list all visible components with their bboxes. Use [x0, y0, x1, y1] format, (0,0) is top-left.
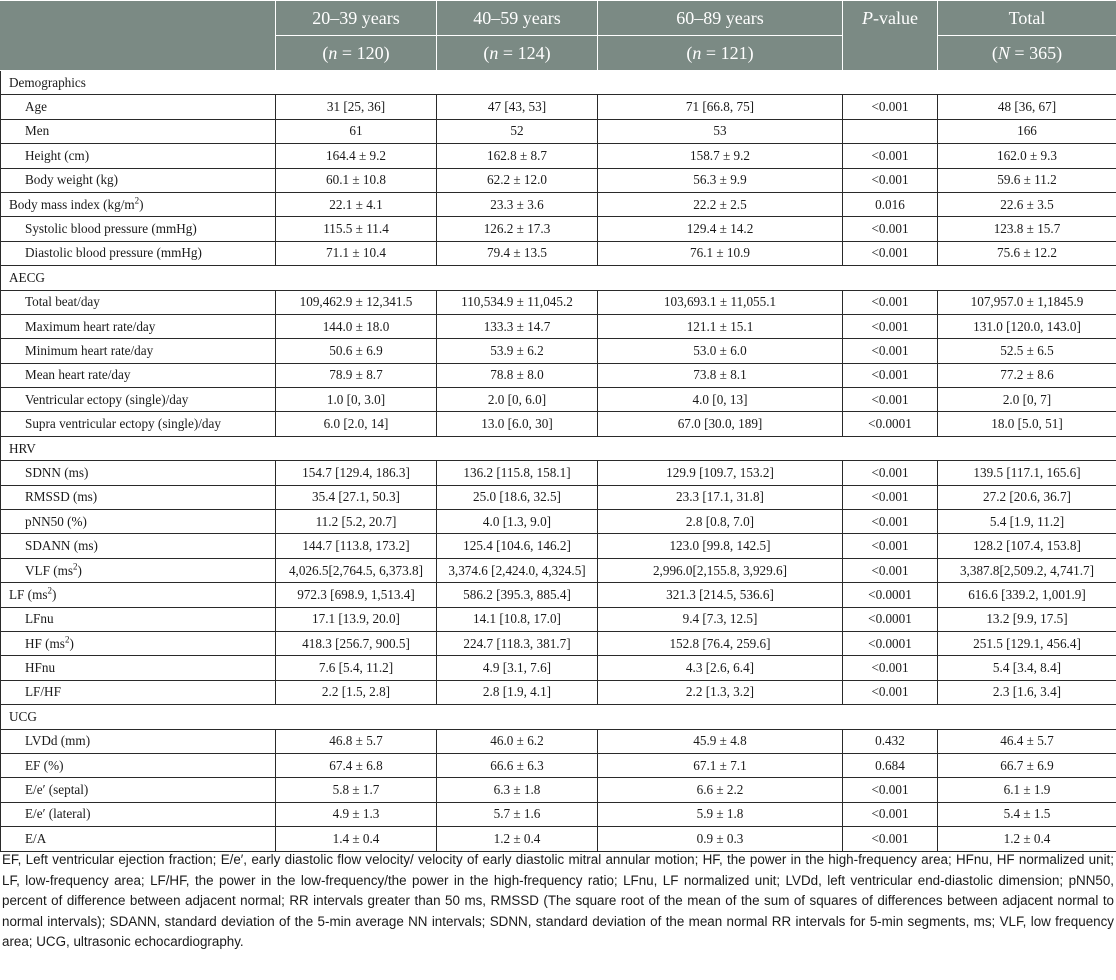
row-label-text: E/A — [25, 830, 47, 846]
header-title: 60–89 years — [676, 7, 764, 28]
table-cell: 78.9 ± 8.7 — [276, 363, 437, 387]
table-cell: 136.2 [115.8, 158.1] — [437, 461, 598, 485]
table-row — [1, 217, 1116, 241]
table-cell: 25.0 [18.6, 32.5] — [437, 485, 598, 509]
table-cell: 128.2 [107.4, 153.8] — [938, 534, 1116, 558]
row-label-text: E/e′ (septal) — [25, 782, 89, 798]
table-cell: 2,996.0[2,155.8, 3,929.6] — [598, 558, 843, 582]
row-label-text: Total beat/day — [25, 294, 100, 310]
table-cell: 5.4 [1.9, 11.2] — [938, 510, 1116, 534]
row-label — [1, 680, 276, 704]
header-total — [938, 1, 1116, 36]
table-cell: 126.2 ± 17.3 — [437, 217, 598, 241]
table-cell: 6.3 ± 1.8 — [437, 778, 598, 802]
table-cell: <0.001 — [843, 534, 938, 558]
table-cell: 1.2 ± 0.4 — [437, 827, 598, 851]
table-cell: 13.0 [6.0, 30] — [437, 412, 598, 436]
row-label-suffix: ) — [139, 196, 144, 212]
section-row — [1, 705, 1116, 729]
table-cell: <0.001 — [843, 168, 938, 192]
row-label — [1, 583, 276, 607]
row-label — [1, 558, 276, 582]
n-prefix: ( — [483, 42, 490, 63]
table-cell: 1.2 ± 0.4 — [938, 827, 1116, 851]
table-cell: 27.2 [20.6, 36.7] — [938, 485, 1116, 509]
table-row — [1, 388, 1116, 412]
table-cell: <0.001 — [843, 144, 938, 168]
table-cell: 251.5 [129.1, 456.4] — [938, 631, 1116, 655]
table-cell: 107,957.0 ± 1,1845.9 — [938, 290, 1116, 314]
table-cell: 11.2 [5.2, 20.7] — [276, 510, 437, 534]
row-label — [1, 631, 276, 655]
table-cell: 0.016 — [843, 192, 938, 216]
table-cell: 2.2 [1.5, 2.8] — [276, 680, 437, 704]
table-cell: 0.9 ± 0.3 — [598, 827, 843, 851]
row-label-text: LF (ms — [9, 586, 48, 602]
table-cell: 616.6 [339.2, 1,001.9] — [938, 583, 1116, 607]
table-cell: 2.0 [0, 7] — [938, 388, 1116, 412]
table-cell: 144.0 ± 18.0 — [276, 314, 437, 338]
row-label-suffix: ) — [77, 562, 82, 578]
table-cell: 2.0 [0, 6.0] — [437, 388, 598, 412]
table-row — [1, 656, 1116, 680]
table-cell: <0.001 — [843, 217, 938, 241]
table-cell: <0.001 — [843, 778, 938, 802]
table-header — [1, 1, 1116, 71]
row-label-text: E/e′ (lateral) — [25, 806, 91, 822]
table-cell: 4.9 [3.1, 7.6] — [437, 656, 598, 680]
n-value: = 124) — [498, 42, 551, 63]
table-cell: 56.3 ± 9.9 — [598, 168, 843, 192]
table-row — [1, 412, 1116, 436]
table-cell: 53.9 ± 6.2 — [437, 339, 598, 363]
row-label — [1, 778, 276, 802]
row-label-text: VLF (ms — [25, 562, 73, 578]
row-label — [1, 314, 276, 338]
table-cell: 6.1 ± 1.9 — [938, 778, 1116, 802]
table-cell: <0.001 — [843, 461, 938, 485]
table-cell: 2.8 [1.9, 4.1] — [437, 680, 598, 704]
table-row — [1, 461, 1116, 485]
row-label — [1, 412, 276, 436]
row-label — [1, 95, 276, 119]
table-row — [1, 290, 1116, 314]
table-cell: 121.1 ± 15.1 — [598, 314, 843, 338]
row-label-suffix: ) — [51, 586, 57, 602]
section-row — [1, 71, 1116, 95]
row-label-text: Body mass index (kg/m — [9, 196, 135, 212]
header-variable-cell — [1, 1, 276, 71]
section-row — [1, 266, 1116, 290]
table-row — [1, 168, 1116, 192]
table-cell: 45.9 ± 4.8 — [598, 729, 843, 753]
row-label — [1, 607, 276, 631]
header-age-60-89 — [598, 1, 843, 36]
table-cell: 66.7 ± 6.9 — [938, 753, 1116, 777]
table-footnote: EF, Left ventricular ejection fraction; E/e′, early diastolic flow velocity/ velocity of early diastolic mitral annular motion; HF, the power in the high-frequency area; HFnu, HF normalized unit; LF, low-frequency area; LF/HF, the power in the low-frequency/the power in the high-frequency ratio; LFnu, LF normalized unit; LVDd, left ventricular end-diastolic dimension; pNN50, percent of difference between adjacent normal; RR intervals greater than 50 ms, RMSSD (The square root of the mean of the sum of squares of differences between adjacent normal to normal intervals); SDANN, standard deviation of the 5-min average NN intervals; SDNN, standard deviation of the mean normal RR intervals for 5-min segments, ms; VLF, low frequency area; UCG, ultrasonic echocardiography. — [2, 852, 1114, 949]
table-cell: 31 [25, 36] — [276, 95, 437, 119]
table-cell: 14.1 [10.8, 17.0] — [437, 607, 598, 631]
header-age-20-39 — [276, 1, 437, 36]
table-cell: 46.4 ± 5.7 — [938, 729, 1116, 753]
row-label-text: EF (%) — [25, 757, 64, 773]
table-cell: 418.3 [256.7, 900.5] — [276, 631, 437, 655]
table-cell: 46.8 ± 5.7 — [276, 729, 437, 753]
table-cell: 22.6 ± 3.5 — [938, 192, 1116, 216]
table-cell: 109,462.9 ± 12,341.5 — [276, 290, 437, 314]
table-cell: 22.2 ± 2.5 — [598, 192, 843, 216]
table-cell: 18.0 [5.0, 51] — [938, 412, 1116, 436]
row-label — [1, 485, 276, 509]
table-cell: <0.001 — [843, 802, 938, 826]
table-cell: <0.001 — [843, 314, 938, 338]
row-label — [1, 241, 276, 265]
n-value: = 365) — [1009, 42, 1063, 63]
row-label-text: SDANN (ms) — [25, 538, 98, 554]
table-cell: 162.8 ± 8.7 — [437, 144, 598, 168]
row-label-text: Ventricular ectopy (single)/day — [25, 391, 189, 407]
table-cell: <0.001 — [843, 241, 938, 265]
table-row — [1, 534, 1116, 558]
table-cell: 67.0 [30.0, 189] — [598, 412, 843, 436]
table-cell: 9.4 [7.3, 12.5] — [598, 607, 843, 631]
n-prefix: ( — [686, 42, 693, 63]
table-cell: 321.3 [214.5, 536.6] — [598, 583, 843, 607]
table-row — [1, 729, 1116, 753]
row-label — [1, 363, 276, 387]
section-label: AECG — [1, 266, 1116, 290]
row-label — [1, 534, 276, 558]
header-title: 40–59 years — [473, 7, 561, 28]
row-label — [1, 192, 276, 216]
section-label: Demographics — [1, 71, 1116, 95]
row-label-superscript: 2 — [134, 195, 140, 206]
table-cell: 50.6 ± 6.9 — [276, 339, 437, 363]
table-row — [1, 753, 1116, 777]
row-label — [1, 656, 276, 680]
table-cell: 125.4 [104.6, 146.2] — [437, 534, 598, 558]
table-row — [1, 241, 1116, 265]
row-label-text: Body weight (kg) — [25, 172, 119, 188]
table-cell: 35.4 [27.1, 50.3] — [276, 485, 437, 509]
table-row — [1, 119, 1116, 143]
header-n-60-89 — [598, 36, 843, 71]
table-row — [1, 363, 1116, 387]
row-label — [1, 339, 276, 363]
row-label-text: LFnu — [25, 611, 54, 627]
n-var: n — [692, 42, 702, 63]
row-label-superscript: 2 — [73, 561, 78, 572]
table-cell: 67.4 ± 6.8 — [276, 753, 437, 777]
table-cell: 77.2 ± 8.6 — [938, 363, 1116, 387]
table-cell: <0.001 — [843, 510, 938, 534]
row-label-text: Age — [25, 99, 47, 115]
n-var: n — [328, 42, 338, 63]
row-label — [1, 461, 276, 485]
table-cell: 6.6 ± 2.2 — [598, 778, 843, 802]
row-label — [1, 290, 276, 314]
table-cell: 164.4 ± 9.2 — [276, 144, 437, 168]
table-cell: 586.2 [395.3, 885.4] — [437, 583, 598, 607]
table-cell: 224.7 [118.3, 381.7] — [437, 631, 598, 655]
table-cell: 22.1 ± 4.1 — [276, 192, 437, 216]
table-row — [1, 802, 1116, 826]
table-cell: 71 [66.8, 75] — [598, 95, 843, 119]
table-cell: 0.684 — [843, 753, 938, 777]
header-n-20-39 — [276, 36, 437, 71]
table-cell: 53.0 ± 6.0 — [598, 339, 843, 363]
table-cell: 5.9 ± 1.8 — [598, 802, 843, 826]
n-var: N — [997, 42, 1010, 63]
table-cell: <0.0001 — [843, 412, 938, 436]
row-label — [1, 729, 276, 753]
header-n-total — [938, 36, 1116, 71]
table-cell: 67.1 ± 7.1 — [598, 753, 843, 777]
table-cell: 972.3 [698.9, 1,513.4] — [276, 583, 437, 607]
table-cell: <0.001 — [843, 95, 938, 119]
table-cell: 62.2 ± 12.0 — [437, 168, 598, 192]
table-cell: 47 [43, 53] — [437, 95, 598, 119]
table-cell: 115.5 ± 11.4 — [276, 217, 437, 241]
n-value: = 121) — [701, 42, 754, 63]
table-cell: 166 — [938, 119, 1116, 143]
n-var: n — [489, 42, 499, 63]
table-cell: 52 — [437, 119, 598, 143]
table-cell: 61 — [276, 119, 437, 143]
table-row — [1, 192, 1116, 216]
table-cell: 59.6 ± 11.2 — [938, 168, 1116, 192]
table-row — [1, 314, 1116, 338]
header-n-40-59 — [437, 36, 598, 71]
table-cell: 2.2 [1.3, 3.2] — [598, 680, 843, 704]
table-cell: 75.6 ± 12.2 — [938, 241, 1116, 265]
section-row — [1, 436, 1116, 460]
table-cell: 3,374.6 [2,424.0, 4,324.5] — [437, 558, 598, 582]
row-label-suffix: ) — [69, 635, 74, 651]
table-row — [1, 95, 1116, 119]
table-body — [1, 71, 1116, 852]
n-prefix: ( — [991, 42, 998, 63]
n-prefix: ( — [322, 42, 329, 63]
table-cell: 129.4 ± 14.2 — [598, 217, 843, 241]
row-label — [1, 753, 276, 777]
table-cell: 103,693.1 ± 11,055.1 — [598, 290, 843, 314]
table-cell: 4,026.5[2,764.5, 6,373.8] — [276, 558, 437, 582]
table-cell: 5.7 ± 1.6 — [437, 802, 598, 826]
row-label-superscript: 2 — [47, 585, 52, 596]
table-cell: 0.432 — [843, 729, 938, 753]
row-label-text: Height (cm) — [25, 147, 90, 163]
table-cell: 23.3 [17.1, 31.8] — [598, 485, 843, 509]
table-cell: 5.4 ± 1.5 — [938, 802, 1116, 826]
table-cell: 53 — [598, 119, 843, 143]
table-row — [1, 510, 1116, 534]
table-cell: 110,534.9 ± 11,045.2 — [437, 290, 598, 314]
table-cell: 123.8 ± 15.7 — [938, 217, 1116, 241]
table-cell: 4.0 [1.3, 9.0] — [437, 510, 598, 534]
table-row — [1, 680, 1116, 704]
section-label: UCG — [1, 705, 1116, 729]
table-cell: 162.0 ± 9.3 — [938, 144, 1116, 168]
row-label-text: LVDd (mm) — [25, 733, 91, 749]
row-label — [1, 119, 276, 143]
table-cell: 158.7 ± 9.2 — [598, 144, 843, 168]
header-title: Total — [1008, 7, 1046, 28]
table-cell: 17.1 [13.9, 20.0] — [276, 607, 437, 631]
row-label — [1, 802, 276, 826]
table-cell: <0.001 — [843, 558, 938, 582]
row-label-text: Minimum heart rate/day — [25, 342, 154, 358]
table-cell: 73.8 ± 8.1 — [598, 363, 843, 387]
row-label-text: Maximum heart rate/day — [25, 318, 156, 334]
row-label-text: Mean heart rate/day — [25, 367, 131, 383]
header-age-40-59 — [437, 1, 598, 36]
row-label-text: SDNN (ms) — [25, 464, 89, 480]
table-cell: <0.001 — [843, 485, 938, 509]
n-value: = 120) — [337, 42, 390, 63]
row-label — [1, 168, 276, 192]
table-cell: <0.001 — [843, 388, 938, 412]
table-cell: 79.4 ± 13.5 — [437, 241, 598, 265]
table-cell: 66.6 ± 6.3 — [437, 753, 598, 777]
table-cell: <0.001 — [843, 680, 938, 704]
table-cell: 3,387.8[2,509.2, 4,741.7] — [938, 558, 1116, 582]
table-cell: 5.8 ± 1.7 — [276, 778, 437, 802]
row-label-text: HFnu — [25, 660, 56, 676]
table-cell: <0.001 — [843, 290, 938, 314]
table-cell: 6.0 [2.0, 14] — [276, 412, 437, 436]
table-cell: 133.3 ± 14.7 — [437, 314, 598, 338]
table-cell: 1.0 [0, 3.0] — [276, 388, 437, 412]
table-cell: 46.0 ± 6.2 — [437, 729, 598, 753]
table-cell — [843, 119, 938, 143]
header-title: -value — [873, 8, 918, 28]
header-p-value — [843, 1, 938, 71]
table-cell: <0.0001 — [843, 583, 938, 607]
table-cell: 152.8 [76.4, 259.6] — [598, 631, 843, 655]
table-cell: 60.1 ± 10.8 — [276, 168, 437, 192]
row-label-text: Men — [25, 123, 50, 139]
table-cell: 7.6 [5.4, 11.2] — [276, 656, 437, 680]
header-p-var: P — [862, 8, 873, 28]
table-row — [1, 485, 1116, 509]
row-label-text: Supra ventricular ectopy (single)/day — [25, 416, 221, 432]
row-label-text: pNN50 (%) — [25, 513, 87, 529]
table-cell: <0.001 — [843, 363, 938, 387]
row-label-text: Diastolic blood pressure (mmHg) — [25, 245, 202, 261]
table-cell: 123.0 [99.8, 142.5] — [598, 534, 843, 558]
row-label-text: HF (ms — [25, 635, 65, 651]
table-cell: <0.001 — [843, 339, 938, 363]
table-row — [1, 558, 1116, 582]
table-cell: 78.8 ± 8.0 — [437, 363, 598, 387]
table-cell: 4.9 ± 1.3 — [276, 802, 437, 826]
table-row — [1, 607, 1116, 631]
table-cell: 2.3 [1.6, 3.4] — [938, 680, 1116, 704]
table-cell: <0.001 — [843, 827, 938, 851]
table-row — [1, 339, 1116, 363]
table-cell: 76.1 ± 10.9 — [598, 241, 843, 265]
header-title: 20–39 years — [312, 7, 400, 28]
table-row — [1, 827, 1116, 851]
row-label — [1, 388, 276, 412]
table-row — [1, 778, 1116, 802]
row-label-text: RMSSD (ms) — [25, 489, 98, 505]
table-cell: <0.001 — [843, 656, 938, 680]
table-cell: 2.8 [0.8, 7.0] — [598, 510, 843, 534]
table-cell: 23.3 ± 3.6 — [437, 192, 598, 216]
row-label-superscript: 2 — [64, 634, 70, 645]
table-row — [1, 583, 1116, 607]
table-row — [1, 631, 1116, 655]
table-cell: 5.4 [3.4, 8.4] — [938, 656, 1116, 680]
table-cell: 4.3 [2.6, 6.4] — [598, 656, 843, 680]
table-cell: 13.2 [9.9, 17.5] — [938, 607, 1116, 631]
row-label — [1, 217, 276, 241]
table-cell: 131.0 [120.0, 143.0] — [938, 314, 1116, 338]
table-cell: 154.7 [129.4, 186.3] — [276, 461, 437, 485]
table-cell: 48 [36, 67] — [938, 95, 1116, 119]
section-label: HRV — [1, 436, 1116, 460]
row-label-text: Systolic blood pressure (mmHg) — [25, 221, 197, 237]
row-label — [1, 510, 276, 534]
table-cell: <0.0001 — [843, 631, 938, 655]
table-cell: 139.5 [117.1, 165.6] — [938, 461, 1116, 485]
table-cell: 144.7 [113.8, 173.2] — [276, 534, 437, 558]
table-row — [1, 144, 1116, 168]
table-cell: 1.4 ± 0.4 — [276, 827, 437, 851]
table-cell: <0.0001 — [843, 607, 938, 631]
table-cell: 52.5 ± 6.5 — [938, 339, 1116, 363]
row-label — [1, 144, 276, 168]
table-cell: 129.9 [109.7, 153.2] — [598, 461, 843, 485]
row-label — [1, 827, 276, 851]
table-cell: 71.1 ± 10.4 — [276, 241, 437, 265]
table-cell: 4.0 [0, 13] — [598, 388, 843, 412]
row-label-text: LF/HF — [25, 684, 61, 700]
